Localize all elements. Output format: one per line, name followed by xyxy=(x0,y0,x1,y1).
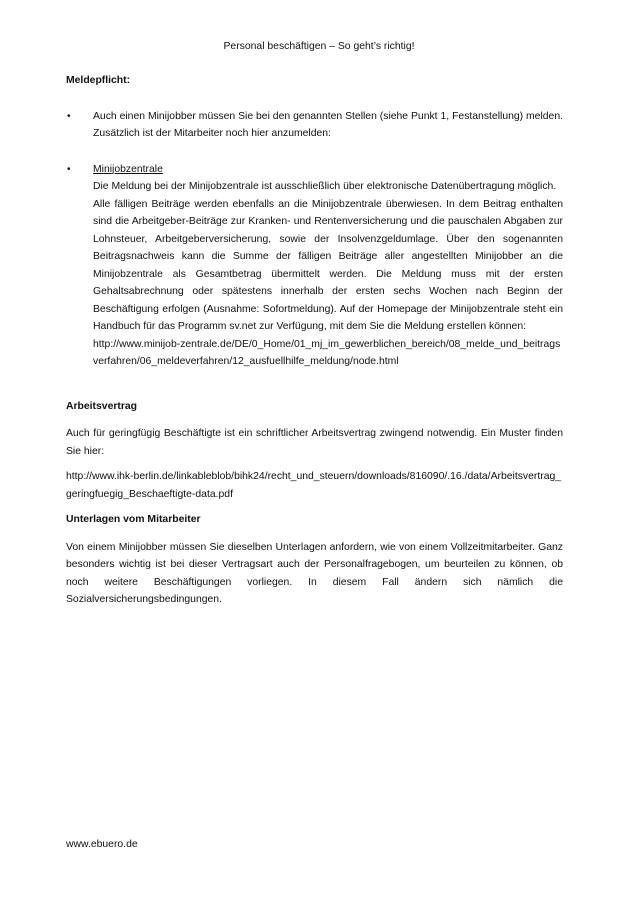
minijobzentrale-paragraph-2: Alle fälligen Beiträge werden ebenfalls an die Minijobzentrale überwiesen. In dem Beitrag enthalten sind die Arbeitgeber-Beiträge zur Kranken- und Rentenversicherung und die pauschalen Abgaben zur Lohnsteuer, Arbeitgeberversicherung, sowie der Insolvenzgeldumlage. Über den sogenannten Beitragsnachweis kann die Summe der fälligen Beiträge aller angestellten Minijobber an die Minijobzentrale als Gesamtbetrag übermittelt werden. Die Meldung muss mit der ersten Gehaltsabrechnung oder spätestens innerhalb der ersten sechs Wochen nach Beginn der Beschäftigung erfolgen (Ausnahme: Sofortmeldung). Auf der Homepage der Minijobzentrale steht ein Handbuch für das Programm sv.net zur Verfügung, mit dem Sie die Meldung erstellen können: xyxy=(93,198,563,332)
footer-url[interactable]: www.ebuero.de xyxy=(66,839,138,850)
heading-meldepflicht: Meldepflicht: xyxy=(66,75,131,86)
unterlagen-text: Von einem Minijobber müssen Sie dieselben Unterlagen anfordern, wie von einem Vollzeitmitarbeiter. Ganz besonders wichtig ist bei dieser Vertragsart auch der Personalfragebogen, um beurteilen zu können, ob noch weitere Beschäftigungen vorliegen. In diesem Fall ändern sich nämlich die Sozialversicherungsbedingungen. xyxy=(66,541,563,605)
bullet-text: Auch einen Minijobber müssen Sie bei den genannten Stellen (siehe Punkt 1, Festanstellung) melden. Zusätzlich ist der Mitarbeiter noch hier anzumelden: xyxy=(93,110,563,139)
heading-arbeitsvertrag: Arbeitsvertrag xyxy=(66,400,138,412)
bullet-icon: • xyxy=(67,110,71,122)
minijobzentrale-paragraph-1: Die Meldung bei der Minijobzentrale ist ausschließlich über elektronische Datenübertragung möglich. xyxy=(93,181,557,192)
arbeitsvertrag-link[interactable]: http://www.ihk-berlin.de/linkableblob/bihk24/recht_und_steuern/downloads/816090/.16./data/Arbeitsvertrag_geringfuegig_Beschaeftigte-data.pdf xyxy=(66,471,562,500)
list-item xyxy=(66,108,563,143)
heading-unterlagen: Unterlagen vom Mitarbeiter xyxy=(66,514,201,525)
page-header-title: Personal beschäftigen – So geht’s richtig! xyxy=(223,41,415,52)
meldepflicht-list xyxy=(66,108,563,371)
minijobzentrale-title: Minijobzentrale xyxy=(93,163,163,175)
arbeitsvertrag-text: Auch für geringfügig Beschäftigte ist ein schriftlicher Arbeitsvertrag zwingend notwendig. Ein Muster finden Sie hier: xyxy=(66,428,563,457)
list-item xyxy=(66,161,563,371)
bullet-icon: • xyxy=(67,163,71,175)
minijobzentrale-link[interactable]: http://www.minijob-zentrale.de/DE/0_Home/01_mj_im_gewerblichen_bereich/08_melde_und_beitragsverfahren/06_meldeverfahren/12_ausfuellhilfe_meldung/node.html xyxy=(93,338,561,367)
document-content xyxy=(66,72,563,609)
